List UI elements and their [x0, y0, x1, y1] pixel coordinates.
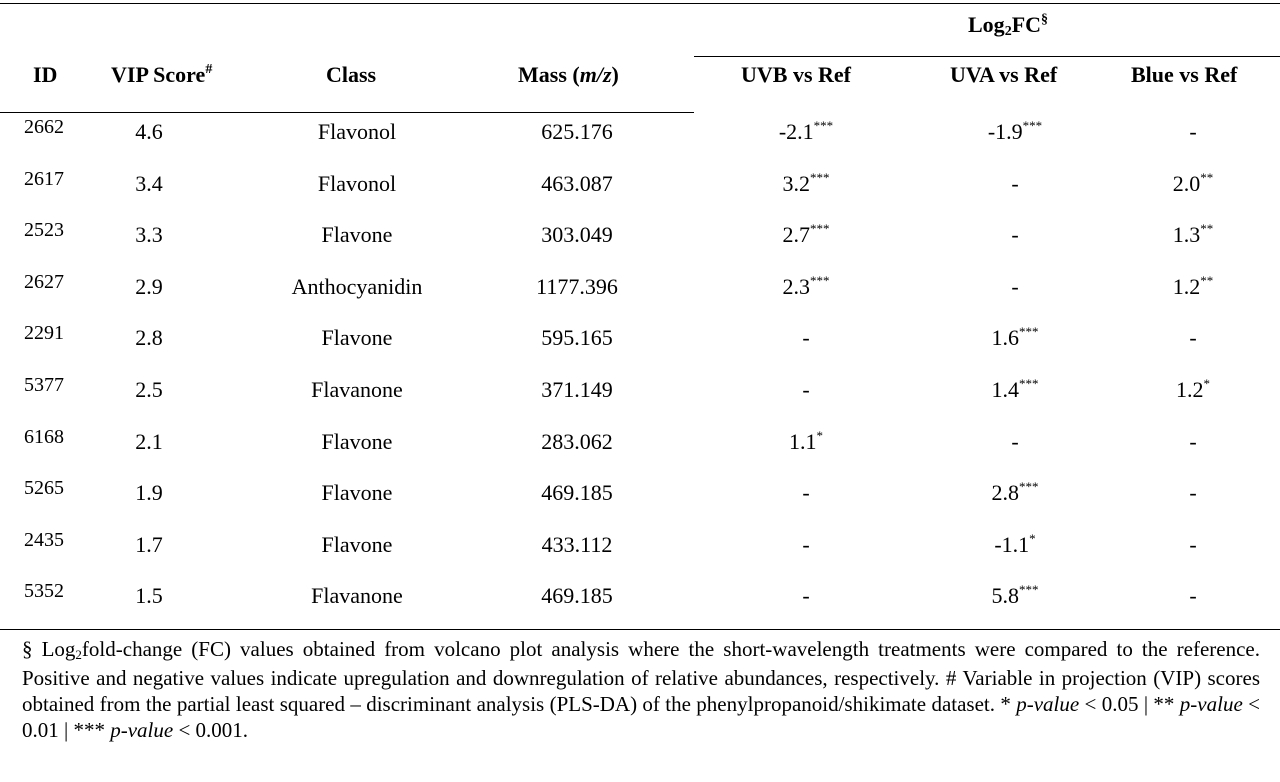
header-id: ID	[33, 62, 58, 87]
cell-vip: 2.8	[135, 325, 163, 350]
footnote-part-2: fold-change (FC) values obtained from volcano plot analysis where the short-wavelength treatments were compared to the reference. Positive and negative values indicate upregulation and downregulation of relative abundances, respectively. # Variable in projection (VIP) scores obtained from the partial least squared – discriminant analysis (PLS-DA) of the phenylpropanoid/shikimate dataset. *	[22, 637, 1260, 716]
cell-blue	[1172, 170, 1214, 196]
cell-vip: 2.5	[135, 377, 163, 402]
fold-change-value: 1.1	[789, 429, 817, 454]
group-header-rule	[694, 56, 1280, 57]
cell-mass: 469.185	[541, 583, 613, 608]
fold-change-value: -	[1011, 429, 1019, 454]
cell-blue	[1172, 273, 1214, 299]
fold-change-value: -	[1189, 119, 1197, 144]
cell-class: Flavone	[321, 325, 393, 350]
group-header-after: FC	[1011, 12, 1042, 37]
cell-id: 2627	[24, 271, 64, 293]
footnote-threshold-3: < 0.001.	[173, 718, 249, 742]
significance-marker: ***	[1022, 118, 1043, 133]
cell-blue	[1189, 431, 1196, 453]
group-header-subscript: 2	[1004, 24, 1012, 39]
fold-change-value: 1.2	[1172, 274, 1201, 299]
cell-uva	[991, 324, 1039, 350]
fold-change-value: -	[802, 377, 810, 402]
cell-class: Flavone	[321, 532, 393, 557]
cell-class: Flavone	[321, 480, 393, 505]
significance-marker: **	[1200, 273, 1214, 288]
fold-change-value: -	[1189, 583, 1197, 608]
cell-uva	[991, 582, 1039, 608]
cell-uva	[994, 531, 1036, 557]
cell-mass: 625.176	[541, 119, 613, 144]
fold-change-value: -	[1011, 274, 1019, 299]
fold-change-value: 1.6	[991, 325, 1019, 350]
fold-change-value: -	[802, 325, 810, 350]
cell-uva	[1011, 224, 1018, 246]
cell-id: 2523	[24, 219, 64, 241]
cell-mass: 433.112	[541, 532, 613, 557]
cell-id: 5265	[24, 477, 64, 499]
cell-mass: 303.049	[541, 222, 613, 247]
cell-class: Anthocyanidin	[291, 274, 423, 299]
fold-change-value: 2.7	[782, 222, 810, 247]
cell-mass: 469.185	[541, 480, 613, 505]
significance-marker: *	[1203, 376, 1210, 391]
cell-id: 2435	[24, 529, 64, 551]
fold-change-value: -1.9	[987, 119, 1023, 144]
cell-class: Flavone	[321, 222, 393, 247]
fold-change-value: -	[1189, 532, 1197, 557]
cell-uvb	[802, 379, 809, 401]
cell-blue	[1189, 327, 1196, 349]
cell-vip: 2.9	[135, 274, 163, 299]
significance-marker: ***	[810, 170, 830, 185]
footnote-p-value-3: p-value	[110, 718, 174, 742]
cell-uva	[991, 376, 1039, 402]
log2fc-group-header	[968, 12, 1049, 39]
cell-blue	[1189, 534, 1196, 556]
cell-uvb	[802, 482, 809, 504]
cell-blue	[1189, 482, 1196, 504]
significance-marker: ***	[810, 221, 830, 236]
header-vip-superscript: #	[205, 62, 213, 77]
header-class: Class	[326, 62, 377, 87]
header-uva-vs-ref: UVA vs Ref	[950, 62, 1058, 87]
footnote-threshold-1: < 0.05 | **	[1079, 692, 1180, 716]
footnote-subscript: 2	[75, 647, 82, 662]
cell-mass: 283.062	[541, 429, 613, 454]
cell-uvb	[789, 428, 823, 454]
cell-vip: 1.5	[135, 583, 163, 608]
group-header-superscript: §	[1041, 12, 1049, 27]
significance-marker: ***	[813, 118, 834, 133]
cell-blue	[1189, 585, 1196, 607]
footnote-p-value-2: p-value	[1179, 692, 1243, 716]
cell-id: 2662	[24, 116, 64, 138]
significance-marker: *	[816, 428, 823, 443]
left-header-rule	[0, 112, 694, 113]
cell-uvb	[782, 221, 830, 247]
cell-vip: 1.7	[135, 532, 163, 557]
cell-uvb	[802, 585, 809, 607]
fold-change-value: -	[802, 583, 810, 608]
significance-marker: *	[1029, 531, 1036, 546]
fold-change-value: -	[1189, 429, 1197, 454]
cell-id: 5352	[24, 580, 64, 602]
cell-uva	[1011, 276, 1018, 298]
fold-change-value: 1.4	[991, 377, 1019, 402]
cell-id: 6168	[24, 426, 64, 448]
fold-change-value: 2.0	[1172, 171, 1201, 196]
cell-blue	[1176, 376, 1210, 402]
significance-marker: ***	[1019, 324, 1039, 339]
cell-mass: 463.087	[541, 171, 613, 196]
footnote-p-value-1: p-value	[1016, 692, 1080, 716]
significance-marker: ***	[1019, 376, 1039, 391]
fold-change-value: 1.3	[1172, 222, 1201, 247]
header-mass-close: )	[611, 62, 619, 87]
group-header-base: Log	[968, 12, 1005, 37]
cell-uvb	[778, 118, 834, 144]
header-vip-text: VIP Score	[111, 62, 206, 87]
footnote-part-1: § Log	[22, 637, 76, 661]
cell-id: 5377	[24, 374, 64, 396]
significance-marker: ***	[810, 273, 830, 288]
header-vip-score	[111, 64, 212, 86]
table-top-rule	[0, 3, 1280, 4]
cell-uvb	[802, 534, 809, 556]
cell-uvb	[802, 327, 809, 349]
cell-class: Flavonol	[317, 119, 397, 144]
significance-marker: ***	[1019, 582, 1039, 597]
header-mass-unit: m/z	[579, 62, 612, 87]
fold-change-value: -	[1011, 222, 1019, 247]
cell-class: Flavanone	[311, 583, 403, 608]
cell-mass: 371.149	[541, 377, 613, 402]
fold-change-value: 2.8	[991, 480, 1019, 505]
cell-mass: 1177.396	[536, 274, 618, 299]
cell-vip: 1.9	[135, 480, 163, 505]
cell-vip: 3.3	[135, 222, 163, 247]
header-mass-text: Mass (	[518, 62, 580, 87]
table-bottom-rule	[0, 629, 1280, 630]
header-mass	[518, 64, 619, 86]
cell-class: Flavone	[321, 429, 393, 454]
fold-change-value: -	[1189, 480, 1197, 505]
cell-uvb	[782, 170, 830, 196]
fold-change-value: -	[802, 532, 810, 557]
footnote-threshold-2: < 0.01 | ***	[22, 692, 1260, 742]
cell-class: Flavonol	[317, 171, 397, 196]
cell-uva	[991, 479, 1039, 505]
cell-vip: 2.1	[135, 429, 163, 454]
cell-uva	[1011, 173, 1018, 195]
fold-change-value: 2.3	[782, 274, 810, 299]
cell-blue	[1189, 121, 1196, 143]
cell-uva	[987, 118, 1043, 144]
cell-mass: 595.165	[541, 325, 613, 350]
fold-change-value: -1.1	[994, 532, 1030, 557]
significance-marker: **	[1200, 221, 1214, 236]
cell-blue	[1172, 221, 1214, 247]
fold-change-value: 1.2	[1176, 377, 1204, 402]
header-uvb-vs-ref: UVB vs Ref	[741, 62, 851, 87]
fold-change-value: 5.8	[991, 583, 1019, 608]
cell-uvb	[782, 273, 830, 299]
fold-change-value: -	[1011, 171, 1019, 196]
header-blue-vs-ref: Blue vs Ref	[1131, 62, 1238, 87]
significance-marker: ***	[1019, 479, 1039, 494]
table-footnote	[22, 636, 1260, 743]
cell-id: 2291	[24, 322, 64, 344]
cell-vip: 3.4	[135, 171, 163, 196]
fold-change-value: 3.2	[782, 171, 810, 196]
cell-vip: 4.6	[135, 119, 163, 144]
cell-class: Flavanone	[311, 377, 403, 402]
fold-change-value: -	[1189, 325, 1197, 350]
cell-uva	[1011, 431, 1018, 453]
fold-change-value: -	[802, 480, 810, 505]
significance-marker: **	[1200, 170, 1214, 185]
fold-change-value: -2.1	[778, 119, 814, 144]
cell-id: 2617	[24, 168, 64, 190]
